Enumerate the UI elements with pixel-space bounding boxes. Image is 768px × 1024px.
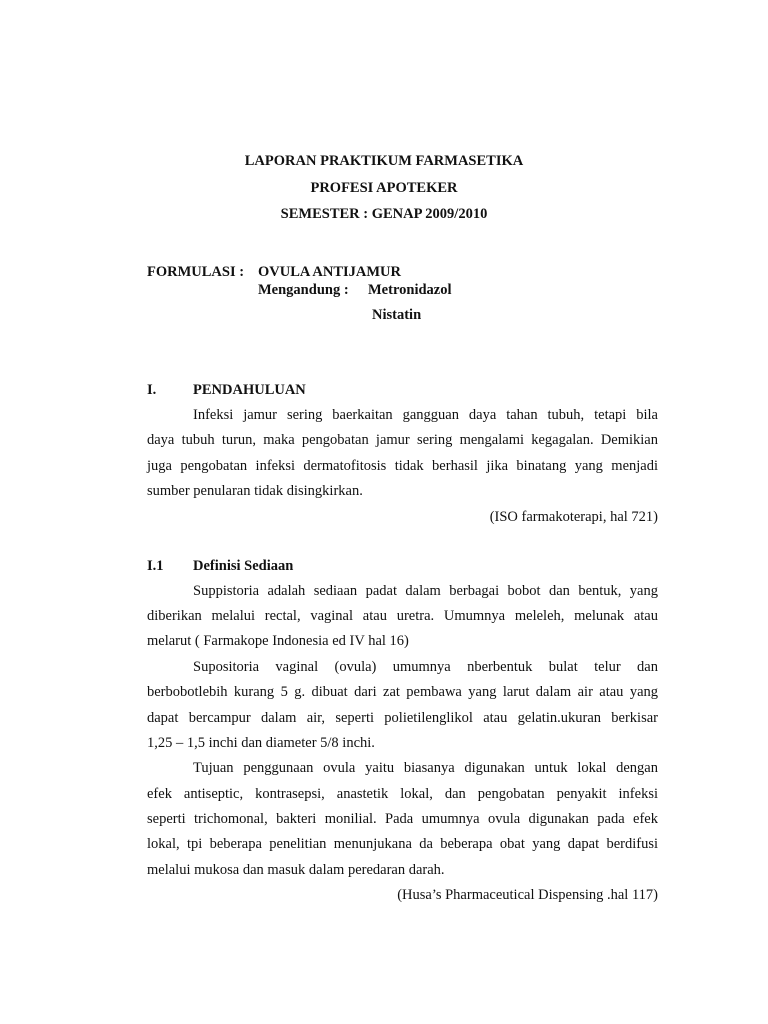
paragraph-line: Tujuan penggunaan ovula yaitu biasanya digunakan untuk lokal dengan: [193, 760, 658, 776]
section-number: I.: [147, 382, 157, 398]
ingredient-metronidazol: Metronidazol: [368, 282, 452, 298]
citation: (Husa’s Pharmaceutical Dispensing .hal 117): [397, 887, 658, 903]
paragraph-line: 1,25 – 1,5 inchi dan diameter 5/8 inchi.: [147, 735, 375, 751]
paragraph-line: juga pengobatan infeksi dermatofitosis tidak berhasil jika binatang yang menjadi: [147, 458, 658, 474]
report-semester: SEMESTER : GENAP 2009/2010: [280, 206, 488, 222]
formulation-name: OVULA ANTIJAMUR: [258, 264, 401, 280]
paragraph-line: melarut ( Farmakope Indonesia ed IV hal 16): [147, 633, 409, 649]
paragraph-line: sumber penularan tidak disingkirkan.: [147, 483, 363, 499]
subsection-title: Definisi Sediaan: [193, 558, 294, 574]
ingredient-nistatin: Nistatin: [372, 307, 422, 323]
paragraph-line: efek antiseptic, kontrasepsi, anastetik lokal, dan pengobatan penyakit infeksi: [147, 786, 658, 802]
paragraph-line: seperti trichomonal, bakteri monilial. Pada umumnya ovula digunakan pada efek: [147, 811, 658, 827]
paragraph-line: lokal, tpi beberapa penelitian menunjukana da beberapa obat yang dapat berdifusi: [147, 836, 658, 852]
report-subtitle: PROFESI APOTEKER: [310, 180, 458, 196]
paragraph-line: Supositoria vaginal (ovula) umumnya nberbentuk bulat telur dan: [193, 659, 658, 675]
paragraph-line: Suppistoria adalah sediaan padat dalam berbagai bobot dan bentuk, yang: [193, 583, 658, 599]
section-title: PENDAHULUAN: [193, 382, 306, 398]
paragraph-line: melalui mukosa dan masuk dalam peredaran darah.: [147, 862, 445, 878]
paragraph-line: dapat bercampur dalam air, seperti polietilenglikol atau gelatin.ukuran berkisar: [147, 710, 658, 726]
paragraph-line: diberikan melalui rectal, vaginal atau uretra. Umumnya meleleh, melunak atau: [147, 608, 658, 624]
citation: (ISO farmakoterapi, hal 721): [489, 509, 658, 525]
subsection-number: I.1: [147, 558, 164, 574]
paragraph-line: daya tubuh turun, maka pengobatan jamur sering mengalami kegagalan. Demikian: [147, 432, 658, 448]
report-title: LAPORAN PRAKTIKUM FARMASETIKA: [244, 153, 524, 169]
formulation-label: FORMULASI :: [147, 264, 245, 280]
paragraph-line: Infeksi jamur sering baerkaitan gangguan daya tahan tubuh, tetapi bila: [193, 407, 658, 423]
paragraph-line: berbobotlebih kurang 5 g. dibuat dari zat pembawa yang larut dalam air atau yang: [147, 684, 658, 700]
contains-label: Mengandung :: [258, 282, 349, 298]
